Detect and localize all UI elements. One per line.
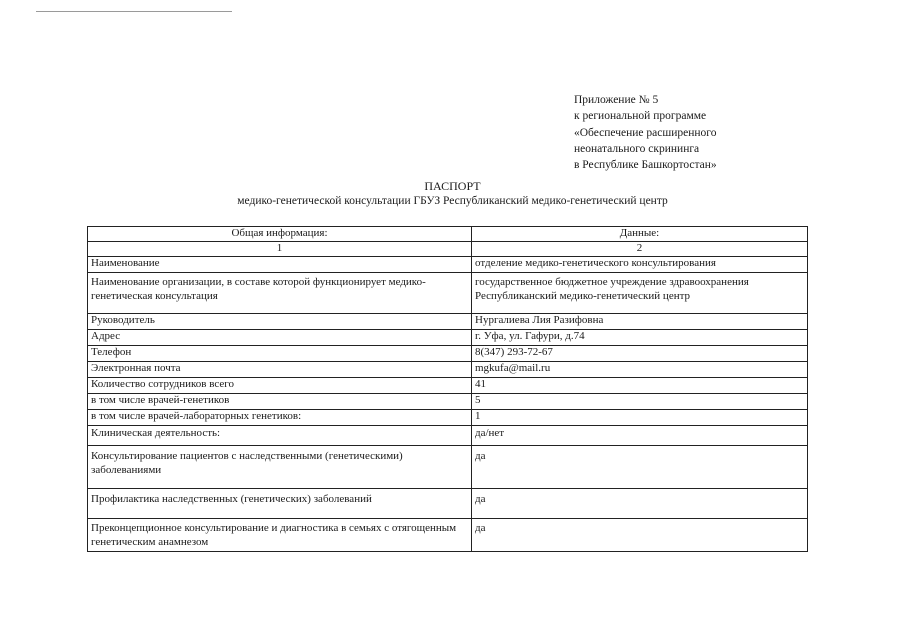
header-data: Данные: — [472, 227, 808, 242]
table-row — [88, 446, 808, 489]
table-row — [88, 346, 808, 362]
row-value: 1 — [472, 410, 808, 426]
table-row — [88, 273, 808, 314]
row-label: Адрес — [88, 330, 472, 346]
row-label: Количество сотрудников всего — [88, 378, 472, 394]
row-label: Клиническая деятельность: — [88, 426, 472, 446]
row-value: Нургалиева Лия Разифовна — [472, 314, 808, 330]
appendix-line: Приложение № 5 — [574, 94, 659, 106]
row-label: Электронная почта — [88, 362, 472, 378]
row-value: mgkufa@mail.ru — [472, 362, 808, 378]
row-value: отделение медико-генетического консультирования — [472, 257, 808, 273]
column-number: 1 — [88, 242, 472, 257]
row-value: 5 — [472, 394, 808, 410]
scan-artifact-line — [36, 11, 232, 12]
document-title: ПАСПОРТ — [424, 179, 481, 193]
passport-table — [87, 226, 808, 552]
row-value: 41 — [472, 378, 808, 394]
appendix-line: «Обеспечение расширенного — [574, 126, 717, 139]
table-row — [88, 257, 808, 273]
row-label: Преконцепционное консультирование и диагностика в семьях с отягощенным генетическим анамнезом — [88, 519, 472, 552]
table-row — [88, 519, 808, 552]
table-row — [88, 378, 808, 394]
table-row — [88, 362, 808, 378]
document-subtitle: медико-генетической консультации ГБУЗ Республиканский медико-генетический центр — [237, 195, 668, 207]
row-value: да — [472, 446, 808, 489]
row-label: в том числе врачей-генетиков — [88, 394, 472, 410]
row-value: 8(347) 293-72-67 — [472, 346, 808, 362]
table-header-row — [88, 227, 808, 242]
row-label: Руководитель — [88, 314, 472, 330]
table-row — [88, 426, 808, 446]
appendix-line: в Республике Башкортостан» — [574, 159, 717, 172]
table-row — [88, 489, 808, 519]
row-label: Профилактика наследственных (генетических) заболеваний — [88, 489, 472, 519]
appendix-note — [574, 92, 717, 173]
appendix-line: неонатального скрининга — [574, 142, 700, 155]
column-number: 2 — [472, 242, 808, 257]
appendix-line: к региональной программе — [574, 110, 707, 123]
row-value: да — [472, 519, 808, 552]
row-value: да/нет — [472, 426, 808, 446]
table-row — [88, 410, 808, 426]
table-number-row — [88, 242, 808, 257]
row-label: Консультирование пациентов с наследственными (генетическими) заболеваниями — [88, 446, 472, 489]
row-label: в том числе врачей-лабораторных генетиков: — [88, 410, 472, 426]
header-general-info: Общая информация: — [88, 227, 472, 242]
row-label: Наименование организации, в составе которой функционирует медико-генетическая консультация — [88, 273, 472, 314]
table-row — [88, 330, 808, 346]
table-row — [88, 394, 808, 410]
table-row — [88, 314, 808, 330]
row-value: г. Уфа, ул. Гафури, д.74 — [472, 330, 808, 346]
row-value: да — [472, 489, 808, 519]
row-label: Наименование — [88, 257, 472, 273]
row-label: Телефон — [88, 346, 472, 362]
row-value: государственное бюджетное учреждение здравоохранения Республиканский медико-генетический центр — [472, 273, 808, 314]
